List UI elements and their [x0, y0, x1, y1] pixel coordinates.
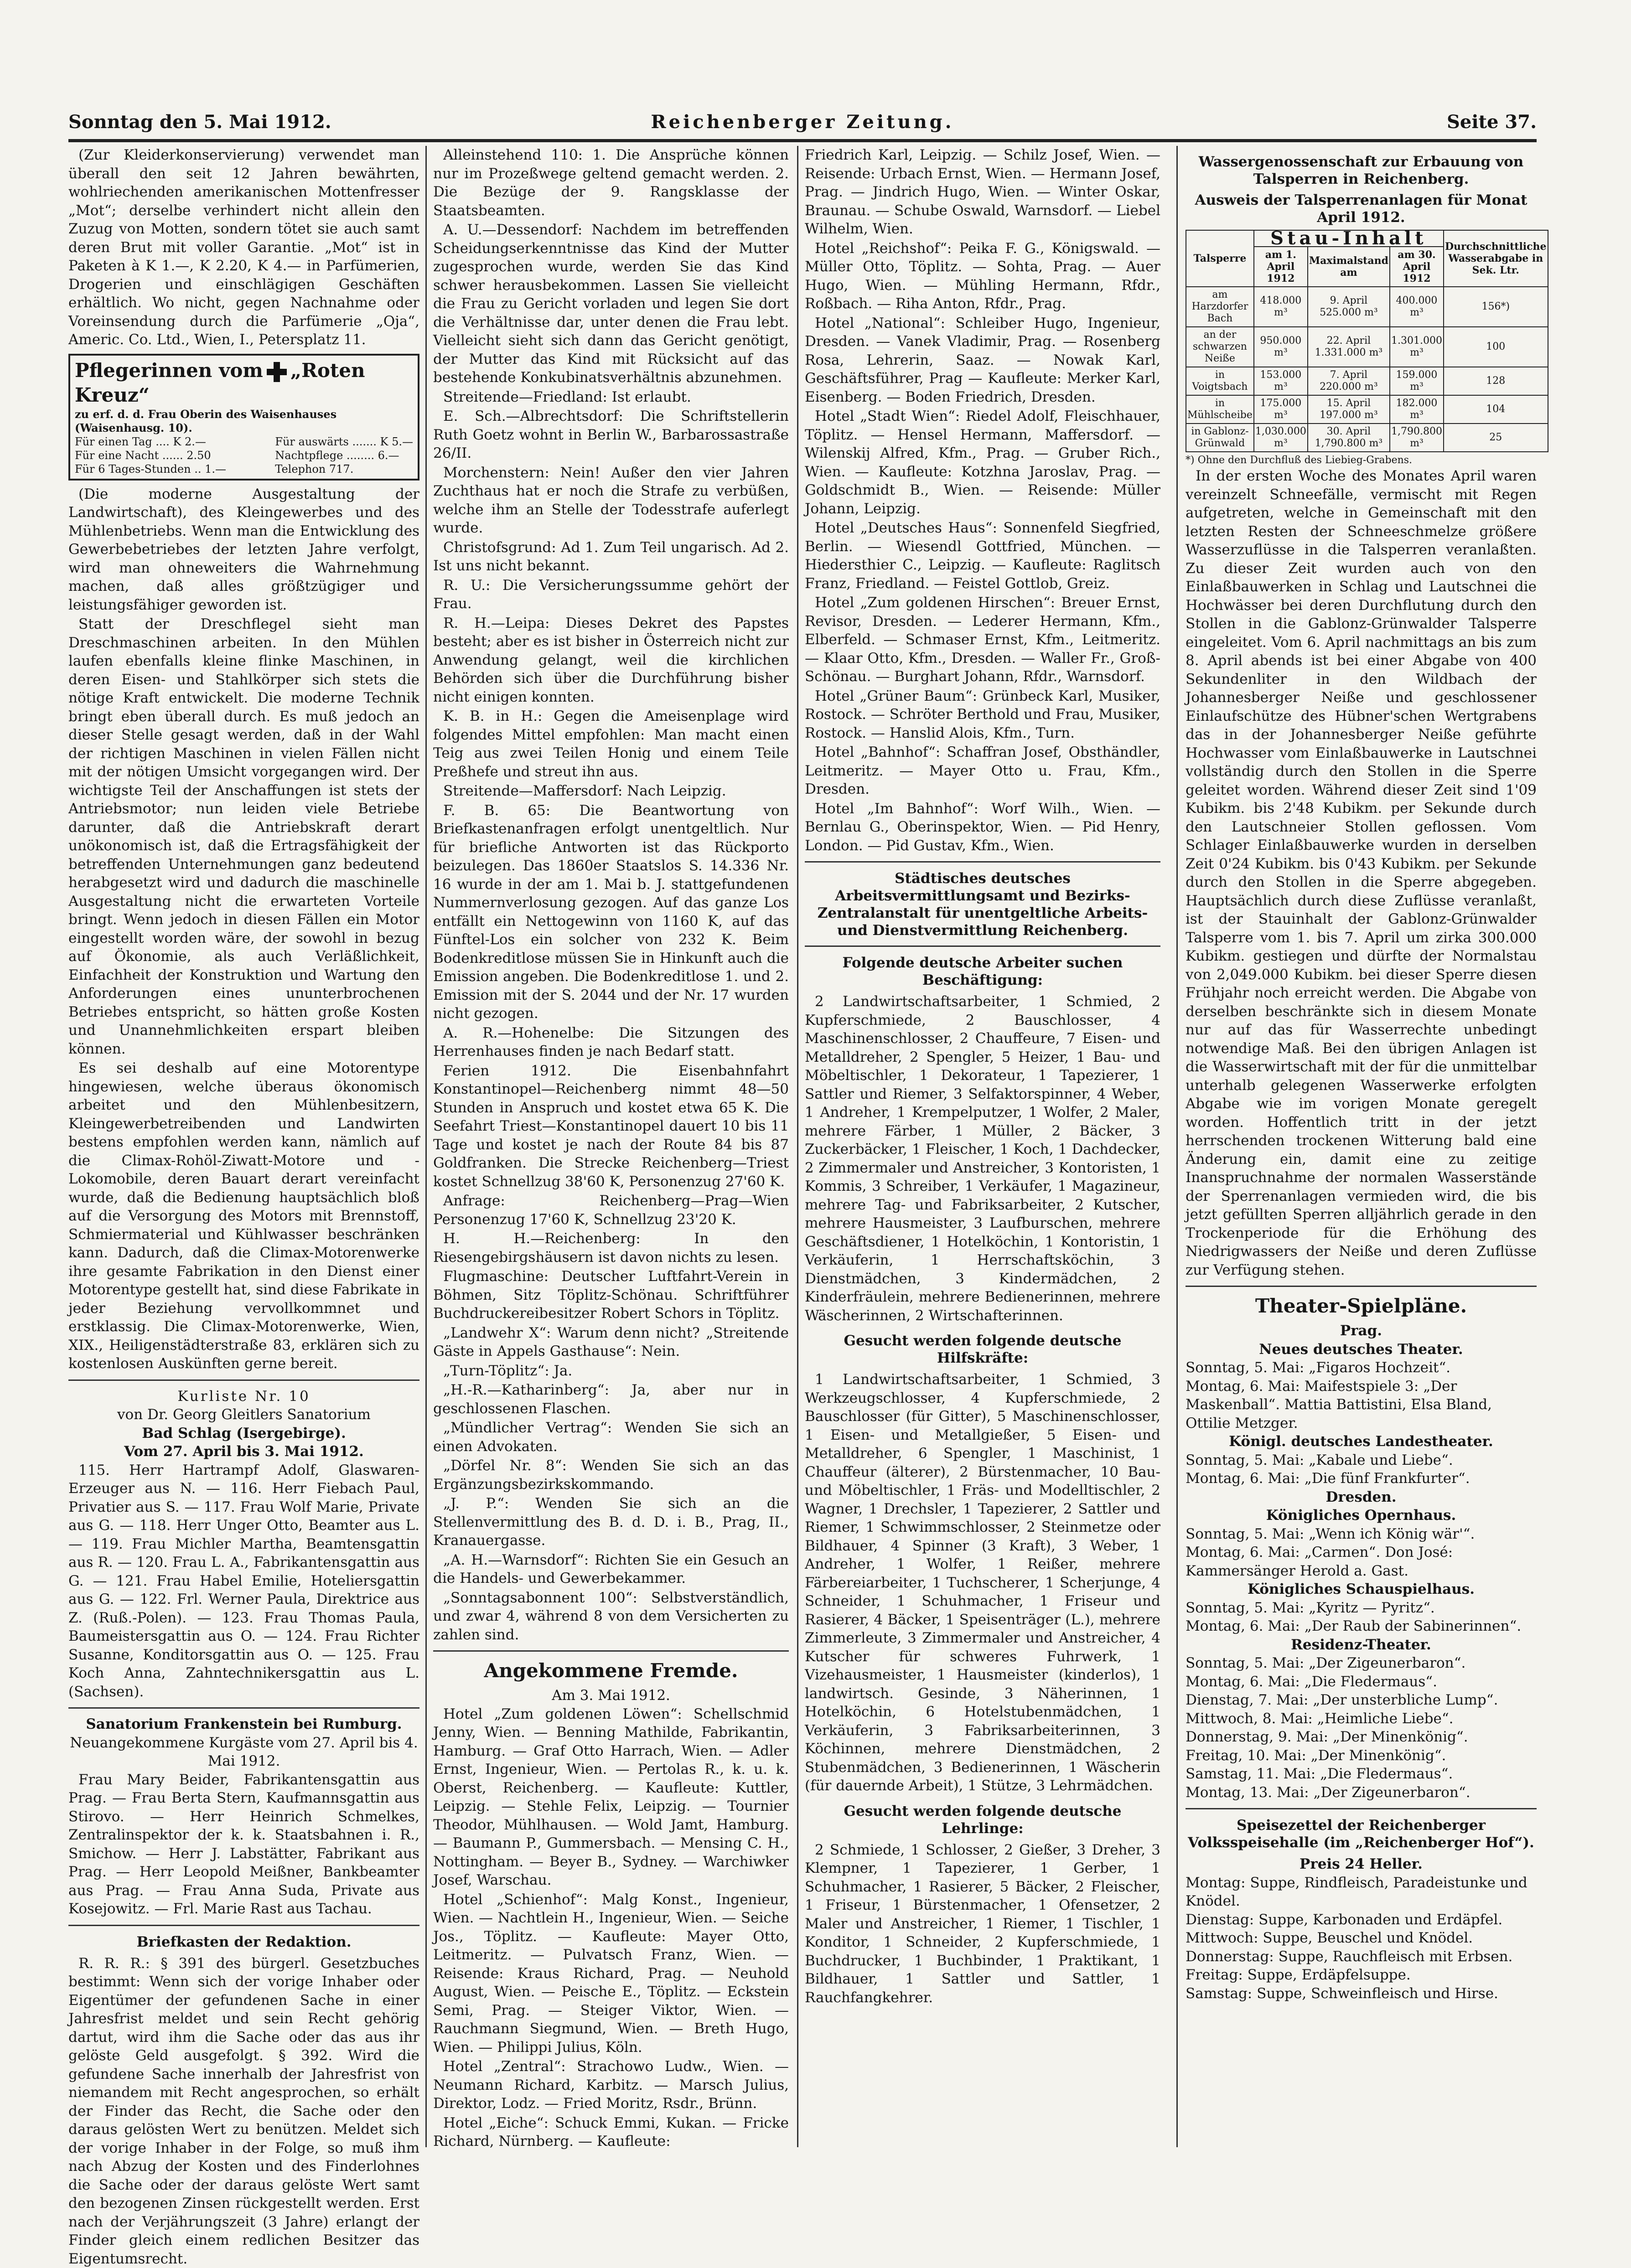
- program-line: Freitag, 10. Mai: „Der Minenkönig“.: [1186, 1746, 1537, 1765]
- hotel-guests: Hotel „Zum goldenen Hirschen“: Breuer Ernst, Revisor, Dresden. — Lederer Hermann, Kfm., Elberfeld. — Schmaser Ernst, Kfm., Leitmeritz. — Klaar Otto, Kfm., Dresden. — Waller Fr., Groß-Schönau. — Burghart Johann, Rfdr., Warnsdorf.: [805, 594, 1160, 686]
- answer: „Landwehr X“: Warum denn nicht? „Streitende Gäste in Appels Gasthause“: Nein.: [433, 1324, 789, 1361]
- hotel-guests: Hotel „Bahnhof“: Schaffran Josef, Obsthändler, Leitmeritz. — Mayer Otto u. Frau, Kfm., Dresden.: [805, 743, 1160, 799]
- program-line: Montag, 6. Mai: „Carmen“. Don José: Kammersänger Herold a. Gast.: [1186, 1543, 1537, 1580]
- divider: [1186, 1286, 1537, 1287]
- col-header-april-30: am 30. April 1912: [1390, 247, 1444, 287]
- wanted-workers-list: 1 Landwirtschaftsarbeiter, 1 Schmied, 3 Werkzeugschlosser, 4 Kupferschmiede, 2 Bauschlosser (für Gitter), 5 Maschinenschlosser, 1 Eisen- und Metallgießer, 5 Eisen- und Metalldreher, 6 Spengler, 1 Maschinist, 1 Chauffeur (älterer), 2 Bürstenmacher, 10 Bau- und Möbeltischler, 1 Fräs- und Modelltischler, 2 Wagner, 1 Drechsler, 1 Tapezierer, 2 Sattler und Riemer, 1 Schwimmschlosser, 2 Steinmetze oder Bildhauer, 4 Spinner (3 Kraft), 3 Weber, 1 Andreher, 1 Wolfer, 1 Reißer, mehrere Färbereiarbeiter, 1 Tuchscherer, 1 Scherjunge, 4 Schneider, 1 Schuhmacher, 1 Friseur und Rasierer, 4 Bäcker, 1 Speisenträger (L.), mehrere Zimmerleute, 3 Zimmermaler und Anstreicher, 4 Kutscher für schweres Fuhrwerk, 1 Vizehausmeister, 1 Hausmeister (kinderlos), 1 landwirtsch. Gesinde, 3 Näherinnen, 1 Hotelköchin, 6 Hotelstubenmädchen, 1 Verkäuferin, 3 Fabriksarbeiterinnen, 3 Köchinnen, mehrere Dienstmädchen, 2 Stubenmädchen, 3 Bedienerinnen, 1 Wäscherin (für dauernde Arbeit), 1 Stütze, 3 Lehrmädchen.: [805, 1370, 1160, 1795]
- answer: „Dörfel Nr. 8“: Wenden Sie sich an das Ergänzungsbezirkskommando.: [433, 1457, 789, 1493]
- program-line: Dienstag, 7. Mai: „Der unsterbliche Lump“.: [1186, 1691, 1537, 1710]
- divider: [1186, 1808, 1537, 1809]
- answer: „Sonntagsabonnent 100“: Selbstverständlich, und zwar 4, während 8 von dem Versicherten zu zahlen sind.: [433, 1589, 789, 1644]
- table-footnote: *) Ohne den Durchfluß des Liebieg-Grabens.: [1186, 454, 1537, 467]
- city-prag: Prag.: [1186, 1322, 1537, 1340]
- table-row: in Voigtsbach 153.000 m³ 7. April 220.000 m³ 159.000 m³ 128: [1186, 367, 1548, 395]
- ausweis-heading: Ausweis der Talsperrenanlagen für Monat April 1912.: [1186, 191, 1537, 226]
- wassergenossenschaft-heading: Wassergenossenschaft zur Erbauung von Talsperren in Reichenberg.: [1186, 153, 1537, 188]
- divider: [68, 1707, 419, 1709]
- hotel-guests: Hotel „Schienhof“: Malg Konst., Ingenieur, Wien. — Nachtlein H., Ingenieur, Wien. — Seiche Jos., Töplitz. — Kaufleute: Mayer Otto, Leitmeritz. — Pulvatsch Franz, Wien. — Reisende: Kraus Richard, Prag. — Neuhold August, Wien. — Peische E., Töplitz. — Eckstein Semi, Prag. — Steiger Viktor, Wien. — Rauchmann Siegmund, Wien. — Breth Hugo, Wien. — Philippi Julius, Köln.: [433, 1891, 789, 2057]
- menu-line: Montag: Suppe, Rindfleisch, Paradeistunke und Knödel.: [1186, 1874, 1537, 1911]
- ad-subtitle: zu erf. d. d. Frau Oberin des Waisenhauses (Waisenhausg. 10).: [75, 408, 413, 435]
- answer: Flugmaschine: Deutscher Luftfahrt-Verein in Böhmen, Sitz Töplitz-Schönau. Schriftführer Buchdruckereibesitzer Robert Schors in Töplitz.: [433, 1267, 789, 1323]
- hotel-guests: Hotel „National“: Schleiber Hugo, Ingenieur, Dresden. — Vanek Vladimir, Prag. — Rosenberg Rosa, Lehrerin, Saaz. — Nowak Karl, Geschäftsführer, Prag — Kaufleute: Merker Karl, Eisenberg. — Boden Friedrich, Dresden.: [805, 314, 1160, 407]
- column-2: [433, 146, 789, 2152]
- col-header-april-1: am 1. April 1912: [1254, 247, 1308, 287]
- article-mot: (Zur Kleiderkonservierung) verwendet man überall den seit 12 Jahren bewährten, wohlriechenden amerikanischen Mottenfresser „Mot“; derselbe verhindert nicht allein den Zuzug von Motten, sondern tötet sie auch samt deren Brut mit voller Garantie. „Mot“ ist in Paketen à K 1.—, K 2.20, K 4.— in Parfümerien, Drogerien und einschlägigen Geschäften erhältlich. Wo nicht, gegen Nachnahme oder Voreinsendung durch die Parfümerie „Oja“, Americ. Co. Ltd., Wien, I., Petersplatz 11.: [68, 146, 419, 349]
- kurliste-heading: Kurliste Nr. 10 von Dr. Georg Gleitlers Sanatorium Bad Schlag (Isergebirge). Vom 27. April bis 3. Mai 1912.: [68, 1387, 419, 1461]
- wanted-apprentices-heading: Gesucht werden folgende deutsche Lehrlinge:: [805, 1803, 1160, 1837]
- answer: A. U.—Dessendorf: Nachdem im betreffenden Scheidungserkenntnisse das Kind der Mutter zugesprochen wurde, werden Sie das Kind schwer herausbekommen. Lassen Sie vielleicht die Frau zu Gericht vorladen und legen Sie dort die Verhältnisse dar, unter denen die Frau lebt. Vielleicht sieht sich dann das Gericht genötigt, der Mutter das Kind mit Rücksicht auf das bestehende Konkubinatsverhältnis abzunehmen.: [433, 221, 789, 387]
- hotel-guests: Hotel „Zum goldenen Löwen“: Schellschmid Jenny, Wien. — Benning Mathilde, Fabrikantin, Hamburg. — Graf Otto Harrach, Wien. — Adler Ernst, Ingenieur, Wien. — Pertolas R., k. u. k. Oberst, Reichenberg. — Kaufleute: Kuttler, Leipzig. — Stehle Felix, Leipzig. — Tournier Theodor, Mühlhausen. — Wold Jamt, Hamburg. — Baumann P., Gummersbach. — Mensing C. H., Nottingham. — Beyer B., Sydney. — Warchiwker Josef, Warschau.: [433, 1705, 789, 1890]
- col-header-maximalstand: Maximalstand am: [1308, 247, 1390, 287]
- hotel-guests: Hotel „Zentral“: Strachowo Ludw., Wien. — Neumann Richard, Karbitz. — Marsch Julius, Direktor, Lodz. — Fried Moritz, Rsdr., Brünn.: [433, 2057, 789, 2113]
- answer: Christofsgrund: Ad 1. Zum Teil ungarisch. Ad 2. Ist uns nicht bekannt.: [433, 538, 789, 575]
- hotel-guests: Hotel „Reichshof“: Peika F. G., Königswald. — Müller Otto, Töplitz. — Sohta, Prag. — Auer Hugo, Wien. — Mühling Hermann, Rfdr., Roßbach. — Riha Anton, Rfdr., Prag.: [805, 239, 1160, 313]
- program-line: Mittwoch, 8. Mai: „Heimliche Liebe“.: [1186, 1710, 1537, 1728]
- theater-name: Königliches Schauspielhaus.: [1186, 1580, 1537, 1599]
- answer: H. H.—Reichenberg: In den Riesengebirgshäusern ist davon nichts zu lesen.: [433, 1230, 789, 1266]
- theater-heading: Theater-Spielpläne.: [1186, 1294, 1537, 1318]
- table-row: in Gablonz-Grünwald 1,030.000 m³ 30. April 1,790.800 m³ 1,790.800 m³ 25: [1186, 424, 1548, 452]
- answer: „Mündlicher Vertrag“: Wenden Sie sich an einen Advokaten.: [433, 1419, 789, 1456]
- ad-title: Pflegerinnen vom „Roten Kreuz“: [75, 358, 413, 408]
- col-header-wasserabgabe: Durchschnittliche Wasserabgabe in Sek. Ltr.: [1444, 230, 1548, 287]
- divider: [805, 861, 1160, 863]
- theater-name: Königl. deutsches Landestheater.: [1186, 1432, 1537, 1451]
- page-header: [68, 103, 1537, 142]
- program-line: Sonntag, 5. Mai: „Kabale und Liebe“.: [1186, 1451, 1537, 1470]
- menu-price: Preis 24 Heller.: [1186, 1855, 1537, 1874]
- answer: F. B. 65: Die Beantwortung von Briefkastenanfragen erfolgt unentgeltlich. Nur für briefliche Antworten ist das Rückporto beizulegen. Das 1860er Staatslos S. 14.336 Nr. 16 wurde in der am 1. Mai b. J. stattgefundenen Nummernverlosung gezogen. Auf das ganze Los entfällt ein Nettogewinn von 1160 K, auf das Fünftel-Los ein solcher von 232 K. Beim Bodenkreditlose müssen Sie in Hinkunft auch die Emission angeben. Die Bodenkreditlose 1. und 2. Emission mit der S. 2044 und der Nr. 17 wurden nicht gezogen.: [433, 801, 789, 1023]
- answer: R. U.: Die Versicherungssumme gehört der Frau.: [433, 576, 789, 613]
- menu-line: Freitag: Suppe, Erdäpfelsuppe.: [1186, 1966, 1537, 1984]
- wanted-apprentices-list: 2 Schmiede, 1 Schlosser, 2 Gießer, 3 Dreher, 3 Klempner, 1 Tapezierer, 1 Gerber, 1 Schuhmacher, 1 Rasierer, 5 Bäcker, 2 Fleischer, 1 Friseur, 1 Bürstenmacher, 1 Ofensetzer, 2 Maler und Anstreicher, 1 Riemer, 1 Tischler, 1 Konditor, 1 Schneider, 2 Kupferschmiede, 1 Buchdrucker, 1 Buchbinder, 1 Praktikant, 1 Bildhauer, 1 Sattler und Sattler, 1 Rauchfangkehrer.: [805, 1841, 1160, 2007]
- column-divider: [425, 146, 427, 2147]
- kurliste-entries: 115. Herr Hartrampf Adolf, Glaswaren-Erzeuger aus N. — 116. Herr Fiebach Paul, Privatier aus S. — 117. Frau Wolf Marie, Private aus G. — 118. Herr Unger Otto, Beamter aus L. — 119. Frau Michler Martha, Beamtensgattin aus R. — 120. Frau L. A., Fabrikantensgattin aus G. — 121. Frau Habel Emilie, Hoteliersgattin aus G. — 122. Frl. Werner Paula, Direktrice aus Z. (Ruß.-Polen). — 123. Frau Thomas Paula, Baumeistersgattin aus O. — 124. Frau Richter Susanne, Konditorsgattin aus O. — 125. Frau Koch Anna, Zahntechnikersgattin aus L. (Sachsen).: [68, 1461, 419, 1701]
- column-divider: [1176, 146, 1178, 2147]
- divider: [433, 1650, 789, 1652]
- seeking-work-heading: Folgende deutsche Arbeiter suchen Beschäftigung:: [805, 954, 1160, 989]
- program-line: Sonntag, 5. Mai: „Wenn ich König wär'“.: [1186, 1525, 1537, 1544]
- program-line: Montag, 6. Mai: „Der Raub der Sabinerinnen“.: [1186, 1617, 1537, 1636]
- table-row: in Mühlscheibe 175.000 m³ 15. April 197.000 m³ 182.000 m³ 104: [1186, 395, 1548, 424]
- theater-name: Königliches Opernhaus.: [1186, 1506, 1537, 1525]
- answer: K. B. in H.: Gegen die Ameisenplage wird folgendes Mittel empfohlen: Man macht einen Teig aus zwei Teilen Honig und einem Teile Preßhefe und streut ihn aus.: [433, 707, 789, 781]
- program-line: Montag, 6. Mai: „Die fünf Frankfurter“.: [1186, 1469, 1537, 1488]
- fremde-heading: Angekommene Fremde.: [433, 1659, 789, 1683]
- answer: „A. H.—Warnsdorf“: Richten Sie ein Gesuch an die Handels- und Gewerbekammer.: [433, 1551, 789, 1588]
- masthead-title: Reichenberger Zeitung.: [561, 111, 1044, 133]
- menu-heading: Speisezettel der Reichenberger Volksspeisehalle (im „Reichenberger Hof“).: [1186, 1817, 1537, 1851]
- answer: R. H.—Leipa: Dieses Dekret des Papstes besteht; aber es ist bisher in Österreich nicht zur Anwendung gelangt, weil die kirchlichen Behörden sich über die Durchführung bisher nicht einigen konnten.: [433, 614, 789, 707]
- hotel-guests: Friedrich Karl, Leipzig. — Schilz Josef, Wien. — Reisende: Urbach Ernst, Wien. — Hermann Josef, Prag. — Jindrich Hugo, Wien. — Winter Oskar, Braunau. — Schube Oswald, Warnsdorf. — Liebel Wilhelm, Wien.: [805, 146, 1160, 238]
- page-number: Seite 37.: [1447, 111, 1537, 133]
- article-paragraph: Statt der Dreschflegel sieht man Dreschmaschinen arbeiten. In den Mühlen laufen ebenfalls kleine flinke Maschinen, in deren Eisen- und Stahlkörper sich stets die nötige Kraft entwickelt. Die moderne Technik bringt eben überall durch. Es muß jedoch an dieser Stelle gesagt werden, daß in der Wahl der richtigen Maschinen in vielen Fällen nicht mit der nötigen Umsicht vorgegangen wird. Der wichtigste Teil der Anschaffungen ist stets der Antriebsmotor; nun leiden viele Betriebe darunter, daß die Antriebskraft derart unökonomisch ist, daß die Ertragsfähigkeit der betreffenden Unternehmungen ganz bedeutend herabgesetzt wird und dadurch die maschinelle Ausgestaltung nicht die erwarteten Vorteile bringt. Wenn jedoch in diesen Fällen ein Motor eingestellt worden wäre, der sowohl in bezug auf Ökonomie, als auch Verläßlichkeit, Einfachheit der Konstruktion und Wartung den Anforderungen eines ununterbrochenen Betriebes entspricht, so hätten große Kosten und Unannehmlichkeiten erspart bleiben können.: [68, 615, 419, 1058]
- menu-line: Donnerstag: Suppe, Rauchfleisch mit Erbsen.: [1186, 1948, 1537, 1966]
- seeking-work-list: 2 Landwirtschaftsarbeiter, 1 Schmied, 2 Kupferschmiede, 2 Bauschlosser, 4 Maschinenschlosser, 2 Chauffeure, 7 Eisen- und Metalldreher, 2 Spengler, 5 Heizer, 1 Bau- und Möbeltischler, 1 Dekorateur, 1 Tapezierer, 1 Sattler und Riemer, 3 Selfaktorspinner, 4 Weber, 1 Andreher, 1 Krempelputzer, 1 Wolfer, 2 Maler, mehrere Färber, 1 Müller, 2 Bäcker, 3 Zuckerbäcker, 1 Fleischer, 1 Koch, 1 Dachdecker, 2 Zimmermaler und Anstreicher, 3 Kontoristen, 1 Kommis, 3 Schreiber, 1 Verkäufer, 1 Magazineur, mehrere Tag- und Fabriksarbeiter, 2 Kutscher, mehrere Hausmeister, 3 Laufburschen, mehrere Geschäftsdiener, 1 Hotelköchin, 1 Kontoristin, 1 Verkäuferin, 1 Herrschaftsköchin, 3 Dienstmädchen, 3 Kindermädchen, 2 Kinderfräulein, mehrere Bedienerinnen, mehrere Wäscherinnen, 2 Wirtschafterinnen.: [805, 992, 1160, 1325]
- answer: E. Sch.—Albrechtsdorf: Die Schriftstellerin Ruth Goetz wohnt in Berlin W., Barbarossastraße 26/II.: [433, 407, 789, 463]
- menu-line: Samstag: Suppe, Schweinfleisch und Hirse.: [1186, 1984, 1537, 2003]
- answer: „H.-R.—Katharinberg“: Ja, aber nur in geschlossenen Flaschen.: [433, 1381, 789, 1418]
- program-line: Montag, 6. Mai: „Die Fledermaus“.: [1186, 1673, 1537, 1691]
- briefkasten-text: R. R. R.: § 391 des bürgerl. Gesetzbuches bestimmt: Wenn sich der vorige Inhaber oder Eigentümer der gefundenen Sache in einer Jahresfrist meldet und sein Recht gehörig dartut, wird ihm die Sache oder das aus ihr gelöste Geld ausgefolgt. § 392. Wird die gefundene Sache innerhalb der Jahresfrist von niemandem mit Recht angesprochen, so erhält der Finder das Recht, die Sache oder den daraus gelösten Wert zu benützen. Meldet sich der vorige Inhaber in der Folge, so muß ihm nach Abzug der Kosten und des Finderlohnes die Sache oder der daraus gelöste Wert samt den bezogenen Zinsen rückgestellt werden. Erst nach der Verjährungszeit (3 Jahre) erlangt der Finder gleich einem redlichen Besitzer das Eigentumsrecht.: [68, 1954, 419, 2268]
- answer: Streitende—Friedland: Ist erlaubt.: [433, 388, 789, 407]
- city-dresden: Dresden.: [1186, 1488, 1537, 1507]
- answer: „J. P.“: Wenden Sie sich an die Stellenvermittlung des B. d. D. i. B., Prag, II., Kranauergasse.: [433, 1494, 789, 1550]
- fremde-date: Am 3. Mai 1912.: [433, 1686, 789, 1705]
- article-paragraph: Es sei deshalb auf eine Motorentype hingewiesen, welche überaus ökonomisch arbeitet und den Mühlenbesitzern, Kleingewerbetreibenden und Landwirten bestens empfohlen werden kann, nämlich auf die Climax-Rohöl-Ziwatt-Motore und -Lokomobile, deren Bauart derart vereinfacht wurde, daß die Bedienung hauptsächlich bloß auf die Versorgung des Motors mit Brennstoff, Schmiermaterial und Kühlwasser beschränken kann. Dadurch, daß die Climax-Motorenwerke ihre gesamte Fabrikation in den Dienst einer Motorentype gestellt hat, sind diese Fabrikate in jeder Beziehung vervollkommnet und erstklassig. Die Climax-Motorenwerke, Wien, XIX., Heiligenstädterstraße 83, erklären sich zu kostenlosen Auskünften gerne bereit.: [68, 1059, 419, 1373]
- table-row: am Harzdorfer Bach 418.000 m³ 9. April 525.000 m³ 400.000 m³ 156*): [1186, 287, 1548, 327]
- answer: Alleinstehend 110: 1. Die Ansprüche können nur im Prozeßwege geltend gemacht werden. 2. Die Bezüge der 9. Rangsklasse der Staatsbeamten.: [433, 146, 789, 220]
- hotel-guests: Hotel „Grüner Baum“: Grünbeck Karl, Musiker, Rostock. — Schröter Berthold und Frau, Musiker, Rostock. — Hanslid Alois, Kfm., Turn.: [805, 687, 1160, 743]
- answer: Streitende—Maffersdorf: Nach Leipzig.: [433, 782, 789, 801]
- program-line: Sonntag, 5. Mai: „Figaros Hochzeit“.: [1186, 1359, 1537, 1377]
- divider: [805, 945, 1160, 947]
- answer: A. R.—Hohenelbe: Die Sitzungen des Herrenhauses finden je nach Bedarf statt.: [433, 1024, 789, 1061]
- arbeitsamt-heading: Städtisches deutsches Arbeitsvermittlungsamt und Bezirks-Zentralanstalt für unentgeltliche Arbeits- und Dienstvermittlung Reichenberg.: [805, 870, 1160, 939]
- menu-line: Mittwoch: Suppe, Beuschel und Knödel.: [1186, 1929, 1537, 1948]
- issue-date: Sonntag den 5. Mai 1912.: [68, 111, 331, 133]
- col-header-stau-inhalt: Stau-Inhalt: [1254, 230, 1444, 247]
- ad-rates: Für einen Tag .... K 2.— Für eine Nacht ...... 2.50 Für 6 Tages-Stunden .. 1.— Für auswärts ....... K 5.— Nachtpflege ........ 6.— Telephon 717.: [75, 435, 413, 476]
- hotel-guests: Hotel „Stadt Wien“: Riedel Adolf, Fleischhauer, Töplitz. — Hensel Hermann, Maffersdorf. — Wilenskij Alfred, Kfm., Prag. — Gruber Rich., Wien. — Kaufleute: Kotzhna Jaroslav, Prag. — Goldschmidt B., Wien. — Reisende: Müller Johann, Leipzig.: [805, 407, 1160, 518]
- program-line: Montag, 6. Mai: Maifestspiele 3: „Der Maskenball“. Mattia Battistini, Elsa Bland, Ottilie Metzger.: [1186, 1377, 1537, 1433]
- answer: Morchenstern: Nein! Außer den vier Jahren Zuchthaus hat er noch die Strafe zu verbüßen, welche ihm an Stelle der Todesstrafe auferlegt wurde.: [433, 464, 789, 537]
- reservoir-report: In der ersten Woche des Monates April waren vereinzelt Schneefälle, vermischt mit Regen aufgetreten, welche in Gemeinschaft mit den letzten Resten der Schneeschmelze größere Wasserzuflüsse in die Talsperren veranlaßten. Zu dieser Zeit wurden auch von den Einlaßbauwerken in Schlag und Lautschnei die Hochwässer bei deren Durchflutung durch den Stollen in die Gablonz-Grünwalder Talsperre eingeleitet. Vom 6. April nachmittags an bis zum 8. April abends ist bei einer Abgabe von 400 Sekundenliter in den Wildbach der Johannesberger Neiße und geschlossener Einlaufschütze des Hübner'schen Wertgrabens das in der Johannesberger Neiße geführte Hochwasser vom Einlaßbauwerke in Lautschnei vollständig durch den Stollen in die Sperre geleitet worden. Während dieser Zeit sind 1'09 Kubikm. bis 2'48 Kubikm. per Sekunde durch den Lautschneier Stollen geflossen. Vom Schlager Einlaßbauwerke wurden in derselben Zeit 0'24 Kubikm. bis 0'43 Kubikm. per Sekunde durch den Stollen in die Sperre abgegeben. Hauptsächlich durch diese Zuflüsse veranlaßt, ist der Stauinhalt der Gablonz-Grünwalder Talsperre vom 1. bis 7. April um zirka 300.000 Kubikm. gestiegen und dürfte der Normalstau von 2,049.000 Kubikm. bei dieser Sperre diesen Frühjahr noch erreicht werden. Die Abgabe von derselben beschränkte sich in diesem Monate nur auf das für Wasserrechte unbedingt notwendige Maß. Bei den übrigen Anlagen ist die Wasserwirtschaft mit der für die unmittelbar unterhalb gelegenen Wasserwerke erfolgten Abgabe wie im vorigen Monate geregelt worden. Hoffentlich tritt in der jetzt herrschenden trockenen Witterung bald eine Änderung ein, damit eine zu zeitige Inanspruchnahme der normalen Wasserstände der Sperrenanlagen vermieden wird, die bis jetzt gefüllten Sperren alljährlich gerade in den Trockenperiode für die Erhöhung des Niedrigwassers der Neiße und deren Zuflüsse zur Verfügung stehen.: [1186, 467, 1537, 1279]
- hotel-guests: Hotel „Deutsches Haus“: Sonnenfeld Siegfried, Berlin. — Wiesendl Gottfried, München. — Hiedersthier C., Leipzig. — Kaufleute: Raglitsch Franz, Friedland. — Feistel Gottlob, Greiz.: [805, 519, 1160, 593]
- table-row: an der schwarzen Neiße 950.000 m³ 22. April 1.331.000 m³ 1.301.000 m³ 100: [1186, 327, 1548, 367]
- answer: Anfrage: Reichenberg—Prag—Wien Personenzug 17'60 K, Schnellzug 23'20 K.: [433, 1192, 789, 1229]
- answer: Ferien 1912. Die Eisenbahnfahrt Konstantinopel—Reichenberg nimmt 48—50 Stunden in Anspruch und kostet etwa 65 K. Die Seefahrt Triest—Konstantinopel dauert 10 bis 11 Tage und kostet je nach der Route 84 bis 87 Goldfranken. Die Strecke Reichenberg—Triest kostet Schnellzug 38'60 K, Personenzug 27'60 K.: [433, 1062, 789, 1191]
- program-line: Donnerstag, 9. Mai: „Der Minenkönig“.: [1186, 1728, 1537, 1746]
- answer: „Turn-Töplitz“: Ja.: [433, 1362, 789, 1380]
- article-landwirtschaft: (Die moderne Ausgestaltung der Landwirtschaft), des Kleingewerbes und des Mühlenbetriebs. Wenn man die Entwicklung des Gewerbebetriebes der letzten Jahre verfolgt, wird man ohneweiters die Wahrnehmung machen, daß alles größtzügiger und leistungsfähiger geworden ist.: [68, 485, 419, 615]
- column-4: [1186, 146, 1537, 2152]
- program-line: Sonntag, 5. Mai: „Der Zigeunerbaron“.: [1186, 1654, 1537, 1673]
- sanatorium-entries: Frau Mary Beider, Fabrikantensgattin aus Prag. — Frau Berta Stern, Kaufmannsgattin aus Stirovo. — Herr Heinrich Schmelkes, Zentralinspektor der k. k. Staatsbahnen i. R., Smichow. — Herr J. Labstätter, Fabrikant aus Prag. — Herr Leopold Meißner, Bankbeamter aus Prag. — Frau Anna Suda, Private aus Kosejowitz. — Frl. Marie Rast aus Tachau.: [68, 1771, 419, 1918]
- theater-name: Neues deutsches Theater.: [1186, 1340, 1537, 1359]
- column-3: [805, 146, 1160, 2152]
- col-header-talsperre: Talsperre: [1186, 230, 1254, 287]
- program-line: Montag, 13. Mai: „Der Zigeunerbaron“.: [1186, 1783, 1537, 1802]
- hotel-guests: Hotel „Eiche“: Schuck Emmi, Kukan. — Fricke Richard, Nürnberg. — Kaufleute:: [433, 2114, 789, 2151]
- wanted-workers-heading: Gesucht werden folgende deutsche Hilfskräfte:: [805, 1332, 1160, 1367]
- divider: [68, 1379, 419, 1381]
- ad-red-cross-nurses: [68, 354, 419, 480]
- divider: [68, 1925, 419, 1926]
- program-line: Samstag, 11. Mai: „Die Fledermaus“.: [1186, 1765, 1537, 1783]
- menu-line: Dienstag: Suppe, Karbonaden und Erdäpfel.: [1186, 1911, 1537, 1929]
- hotel-guests: Hotel „Im Bahnhof“: Worf Wilh., Wien. — Bernlau G., Oberinspektor, Wien. — Pid Henry, London. — Pid Gustav, Kfm., Wien.: [805, 800, 1160, 855]
- column-1: [68, 146, 419, 2152]
- theater-name: Residenz-Theater.: [1186, 1636, 1537, 1654]
- sanatorium-heading: Sanatorium Frankenstein bei Rumburg. Neuangekommene Kurgäste vom 27. April bis 4. Mai 1912.: [68, 1715, 419, 1771]
- red-cross-icon: [267, 362, 287, 382]
- program-line: Sonntag, 5. Mai: „Kyritz — Pyritz“.: [1186, 1599, 1537, 1617]
- reservoir-table: [1186, 230, 1548, 452]
- column-divider: [797, 146, 798, 2147]
- briefkasten-heading: Briefkasten der Redaktion.: [68, 1933, 419, 1951]
